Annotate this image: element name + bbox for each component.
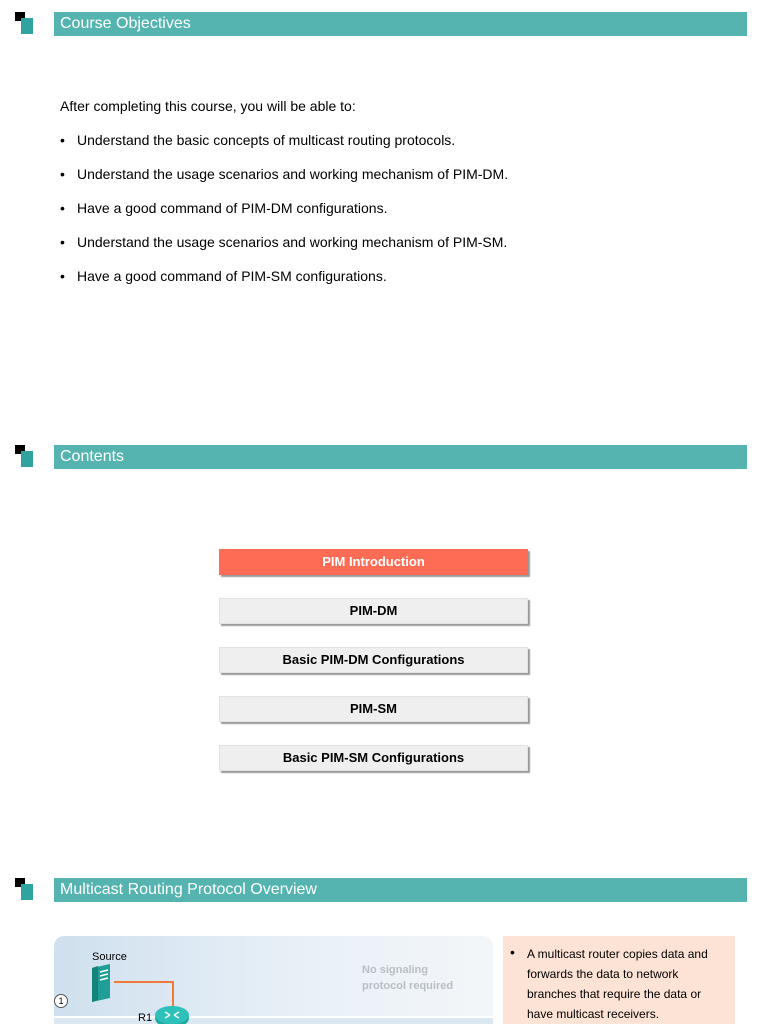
objective-item: • Understand the usage scenarios and working mechanism of PIM-DM. bbox=[60, 166, 508, 200]
objective-item: • Have a good command of PIM-SM configurations. bbox=[60, 268, 508, 302]
section-marker-icon bbox=[15, 878, 33, 900]
section-title-objectives: Course Objectives bbox=[54, 12, 747, 36]
router-label: R1 bbox=[138, 1012, 153, 1024]
contents-item-pim-dm[interactable]: PIM-DM bbox=[219, 598, 528, 624]
overview-note bbox=[503, 936, 735, 1024]
section-title-overview: Multicast Routing Protocol Overview bbox=[54, 878, 747, 902]
objective-item: • Have a good command of PIM-DM configurations. bbox=[60, 200, 508, 234]
multicast-diagram bbox=[54, 936, 493, 1024]
link-line bbox=[172, 981, 174, 1009]
contents-item-pim-introduction[interactable]: PIM Introduction bbox=[219, 549, 528, 575]
objectives-list bbox=[60, 132, 508, 302]
contents-item-basic-pim-sm-configurations[interactable]: Basic PIM-SM Configurations bbox=[219, 745, 528, 771]
overview-note-text: • A multicast router copies data and forwards the data to network branches that require the data or have multicast receivers. bbox=[503, 936, 735, 1024]
objective-item: • Understand the usage scenarios and working mechanism of PIM-SM. bbox=[60, 234, 508, 268]
objectives-intro: After completing this course, you will be able to: bbox=[60, 98, 356, 114]
source-label: Source bbox=[92, 951, 127, 963]
section-title-contents: Contents bbox=[54, 445, 747, 469]
section-marker-icon bbox=[15, 445, 33, 467]
contents-item-basic-pim-dm-configurations[interactable]: Basic PIM-DM Configurations bbox=[219, 647, 528, 673]
contents-item-pim-sm[interactable]: PIM-SM bbox=[219, 696, 528, 722]
section-marker-icon bbox=[15, 12, 33, 34]
step-number-badge: 1 bbox=[54, 994, 68, 1008]
link-line bbox=[114, 981, 174, 983]
router-icon bbox=[154, 1006, 190, 1024]
diagram-divider bbox=[54, 1016, 493, 1024]
objective-item: • Understand the basic concepts of multicast routing protocols. bbox=[60, 132, 508, 166]
server-icon bbox=[88, 964, 114, 1002]
no-signaling-label: No signaling protocol required bbox=[362, 964, 454, 992]
